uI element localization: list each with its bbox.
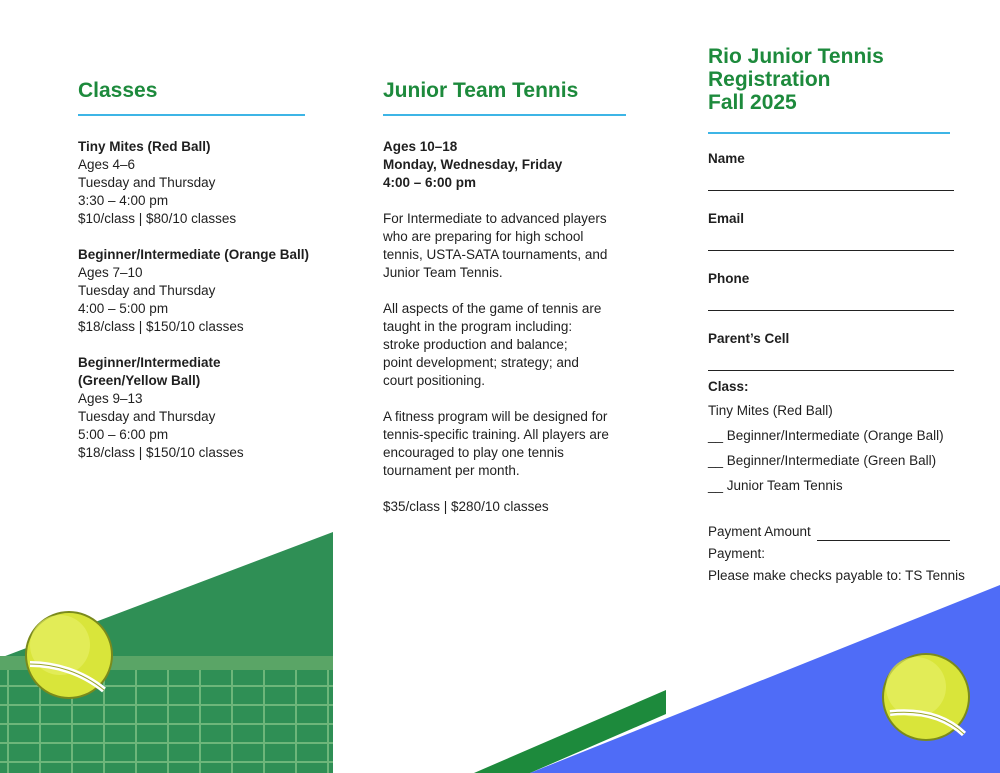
class-option-green-ball[interactable]: __ Beginner/Intermediate (Green Ball) xyxy=(708,453,937,468)
email-field-label: Email xyxy=(708,211,745,226)
class-group-name: Beginner/Intermediate xyxy=(78,355,221,370)
paragraph-line: $35/class | $280/10 classes xyxy=(383,499,549,514)
paragraph-line: tournament per month. xyxy=(383,463,520,478)
class-group-name-cont: (Green/Yellow Ball) xyxy=(78,373,201,388)
class-option-junior-team[interactable]: __ Junior Team Tennis xyxy=(708,478,843,493)
class-group-ages: Ages 9–13 xyxy=(78,391,143,406)
class-group-days: Tuesday and Thursday xyxy=(78,175,216,190)
junior-team-fitness xyxy=(383,408,633,480)
class-group-price: $10/class | $80/10 classes xyxy=(78,211,237,226)
junior-team-heading-rule xyxy=(383,114,626,116)
payment-label: Payment: xyxy=(708,546,766,561)
registration-heading-rule xyxy=(708,132,950,134)
class-group-orange-ball xyxy=(78,246,313,336)
payment-section xyxy=(708,523,968,585)
class-group-ages: Ages 4–6 xyxy=(78,157,136,172)
paragraph-line: court positioning. xyxy=(383,373,486,388)
paragraph-line: For Intermediate to advanced players xyxy=(383,211,607,226)
paragraph-line: taught in the program including: xyxy=(383,319,573,334)
junior-team-days: Monday, Wednesday, Friday xyxy=(383,157,563,172)
paragraph-line: who are preparing for high school xyxy=(383,229,584,244)
paragraph-line: stroke production and balance; xyxy=(383,337,568,352)
class-group-time: 5:00 – 6:00 pm xyxy=(78,427,169,442)
paragraph-line: encouraged to play one tennis xyxy=(383,445,564,460)
junior-team-heading: Junior Team Tennis xyxy=(383,79,579,102)
class-group-time: 3:30 – 4:00 pm xyxy=(78,193,169,208)
phone-field-line[interactable] xyxy=(708,310,954,311)
name-field-label: Name xyxy=(708,151,745,166)
class-group-price: $18/class | $150/10 classes xyxy=(78,445,244,460)
class-group-tiny-mites xyxy=(78,138,313,228)
paragraph-line: A fitness program will be designed for xyxy=(383,409,608,424)
parent-cell-field-label: Parent’s Cell xyxy=(708,331,790,346)
junior-team-price xyxy=(383,498,633,516)
registration-title-line: Fall 2025 xyxy=(708,91,797,114)
classes-heading-rule xyxy=(78,114,305,116)
class-group-green-yellow-ball xyxy=(78,354,313,462)
junior-team-curriculum xyxy=(383,300,633,390)
phone-field-label: Phone xyxy=(708,271,750,286)
class-group-price: $18/class | $150/10 classes xyxy=(78,319,244,334)
paragraph-line: tennis, USTA-SATA tournaments, and xyxy=(383,247,608,262)
parent-cell-field xyxy=(708,330,968,382)
payment-amount-row xyxy=(708,523,968,541)
paragraph-line: Junior Team Tennis. xyxy=(383,265,503,280)
tennis-ball-icon-right xyxy=(883,654,969,740)
class-group-days: Tuesday and Thursday xyxy=(78,409,216,424)
email-field xyxy=(708,210,968,270)
class-group-days: Tuesday and Thursday xyxy=(78,283,216,298)
class-selection-label: Class: xyxy=(708,379,749,394)
name-field-line[interactable] xyxy=(708,190,954,191)
classes-column xyxy=(78,79,313,462)
name-field xyxy=(708,150,968,210)
registration-title xyxy=(708,45,968,114)
tennis-ball-icon-left xyxy=(26,612,112,698)
email-field-line[interactable] xyxy=(708,250,954,251)
class-selection xyxy=(708,378,968,495)
class-group-name: Beginner/Intermediate (Orange Ball) xyxy=(78,247,310,262)
checks-payable-note: Please make checks payable to: TS Tennis xyxy=(708,568,965,583)
class-group-name: Tiny Mites (Red Ball) xyxy=(78,139,211,154)
junior-team-time: 4:00 – 6:00 pm xyxy=(383,175,477,190)
payment-amount-label: Payment Amount xyxy=(708,524,811,539)
paragraph-line: point development; strategy; and xyxy=(383,355,579,370)
payment-amount-line[interactable] xyxy=(817,526,950,541)
junior-team-ages: Ages 10–18 xyxy=(383,139,458,154)
paragraph-line: All aspects of the game of tennis are xyxy=(383,301,602,316)
class-group-ages: Ages 7–10 xyxy=(78,265,143,280)
parent-cell-field-line[interactable] xyxy=(708,370,954,371)
junior-team-description xyxy=(383,210,633,282)
registration-title-line: Registration xyxy=(708,68,831,91)
class-option-orange-ball[interactable]: __ Beginner/Intermediate (Orange Ball) xyxy=(708,428,944,443)
junior-team-schedule xyxy=(383,138,633,192)
paragraph-line: tennis-specific training. All players are xyxy=(383,427,609,442)
phone-field xyxy=(708,270,968,330)
class-group-time: 4:00 – 5:00 pm xyxy=(78,301,169,316)
classes-heading: Classes xyxy=(78,79,158,102)
class-option-tiny-mites[interactable]: Tiny Mites (Red Ball) xyxy=(708,403,833,418)
registration-title-line: Rio Junior Tennis xyxy=(708,45,884,68)
junior-team-column xyxy=(383,79,633,534)
registration-column xyxy=(708,45,968,585)
